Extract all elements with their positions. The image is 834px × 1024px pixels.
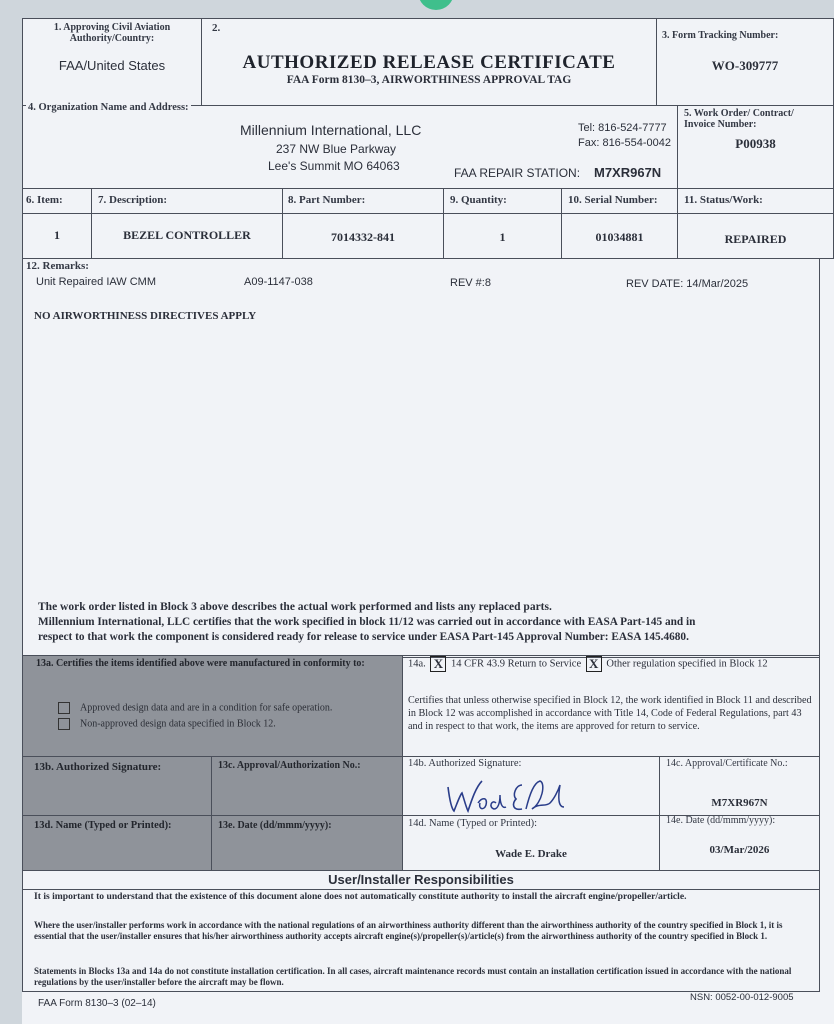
org-tel: Tel: 816-524-7777 [578,122,667,134]
printed-name: Wade E. Drake [495,848,567,860]
remarks-cmm: Unit Repaired IAW CMM [36,276,157,288]
statement-line-2: Millennium International, LLC certifies that the work specified in block 11/12 was carried out in accordance with EASA Part-145 and in [38,616,696,628]
block-14c-label: 14c. Approval/Certificate No.: [666,758,788,769]
org-street: 237 NW Blue Parkway [276,142,397,156]
approval-certificate-number: M7XR967N [711,797,768,809]
other-regulation-checkbox[interactable]: X [586,656,602,672]
header-part-number: 8. Part Number: [288,194,366,206]
org-city: Lee's Summit MO 64063 [268,159,400,173]
block-5-label: 5. Work Order/ Contract/ Invoice Number: [684,108,794,130]
remarks-rev-date: REV DATE: 14/Mar/2025 [626,278,749,290]
header-status: 11. Status/Work: [684,194,763,206]
description-value: BEZEL CONTROLLER [123,228,251,242]
user-installer-p3: Statements in Blocks 13a and 14a do not constitute installation certification. In all cases, aircraft maintenance records must contain an installation certification issued in accordance with the national regulations by the user/installer before the aircraft may be flown. [34,966,792,987]
block-14e-label: 14e. Date (dd/mmm/yyyy): [666,815,776,826]
part-number-value: 7014332-841 [331,230,395,244]
other-regulation-label: Other regulation specified in Block 12 [606,658,768,670]
block-3-label: 3. Form Tracking Number: [662,30,779,41]
authorized-signature [442,773,572,815]
user-installer-p2: Where the user/installer performs work in accordance with the national regulations of an airworthiness authority different than the airworthiness authority of the country specified in Block 1, it is essential that the user/installer ensures that his/her airworthiness authority accepts aircraft engine(s)/propeller(s)/article(s) from the airworthiness authority of the country specified in Block 1. [34,920,783,941]
block-13b-label: 13b. Authorized Signature: [34,761,162,773]
tracking-number: WO-309777 [711,58,779,73]
return-to-service-options [408,656,768,672]
nsn-number: NSN: 0052-00-012-9005 [690,992,794,1003]
cfr-43-9-label: 14 CFR 43.9 Return to Service [451,658,582,670]
remarks-rev: REV #:8 [450,277,491,289]
design-data-option-non-approved[interactable] [58,718,276,730]
block-13d-label: 13d. Name (Typed or Printed): [34,820,172,831]
block-1-value: FAA/United States [58,58,166,73]
cfr-43-9-checkbox[interactable]: X [430,656,446,672]
block-14b-label: 14b. Authorized Signature: [408,758,522,769]
non-approved-design-checkbox[interactable] [58,718,70,730]
user-installer-p1: It is important to understand that the existence of this document alone does not automatically constitute authority to install the aircraft engine/propeller/article. [34,891,687,902]
release-certificate-form [22,18,834,1024]
approved-design-label: Approved design data and are in a condition for safe operation. [80,702,333,714]
header-serial-number: 10. Serial Number: [568,194,658,206]
form-subtitle: FAA Form 8130–3, AIRWORTHINESS APPROVAL TAG [286,74,572,86]
remarks-ad-statement: NO AIRWORTHINESS DIRECTIVES APPLY [34,310,257,322]
block-13c-label: 13c. Approval/Authorization No.: [218,760,361,771]
block-14a-text: Certifies that unless otherwise specified in Block 12, the work identified in Block 11 and described in Block 12 was accomplished in accordance with Title 14, Code of Federal Regulations, part 43 and in respect to that work, the items are approved for return to service. [408,695,812,732]
remarks-cmm-ref: A09-1147-038 [244,276,313,288]
block-14a-label: 14a. [408,658,426,670]
block-1-label: 1. Approving Civil Aviation Authority/Country: [53,22,171,44]
work-order-number: P00938 [735,136,776,151]
form-id: FAA Form 8130–3 (02–14) [38,998,156,1009]
repair-station-number: M7XR967N [594,165,662,180]
block-13e-label: 13e. Date (dd/mmm/yyyy): [218,820,332,831]
non-approved-design-label: Non-approved design data specified in Block 12. [80,718,276,730]
block-14d-label: 14d. Name (Typed or Printed): [408,818,538,829]
header-quantity: 9. Quantity: [450,194,507,206]
header-item: 6. Item: [26,194,63,206]
remarks-label: 12. Remarks: [26,260,89,272]
push-pin [418,0,454,10]
org-fax: Fax: 816-554-0042 [578,137,671,149]
repair-station-label: FAA REPAIR STATION: [454,166,581,180]
form-title: AUTHORIZED RELEASE CERTIFICATE [242,52,616,73]
statement-line-1: The work order listed in Block 3 above describes the actual work performed and lists any replaced parts. [38,601,552,613]
header-description: 7. Description: [98,194,168,206]
approved-design-checkbox[interactable] [58,702,70,714]
design-data-option-approved[interactable] [58,702,332,714]
block-13a-label: 13a. Certifies the items identified above were manufactured in conformity to: [36,658,365,669]
status-value: REPAIRED [724,232,787,246]
item-value: 1 [54,228,60,242]
release-date: 03/Mar/2026 [709,844,770,856]
statement-line-3: respect to that work the component is considered ready for release to service under EASA Part-145 Approval Number: EASA 145.4680. [38,631,689,643]
quantity-value: 1 [499,230,506,244]
user-installer-title: User/Installer Responsibilities [328,872,514,887]
block-4-label: 4. Organization Name and Address: [28,102,189,113]
block-2-label: 2. [212,22,221,34]
serial-number-value: 01034881 [595,230,644,244]
org-name: Millennium International, LLC [240,122,422,138]
